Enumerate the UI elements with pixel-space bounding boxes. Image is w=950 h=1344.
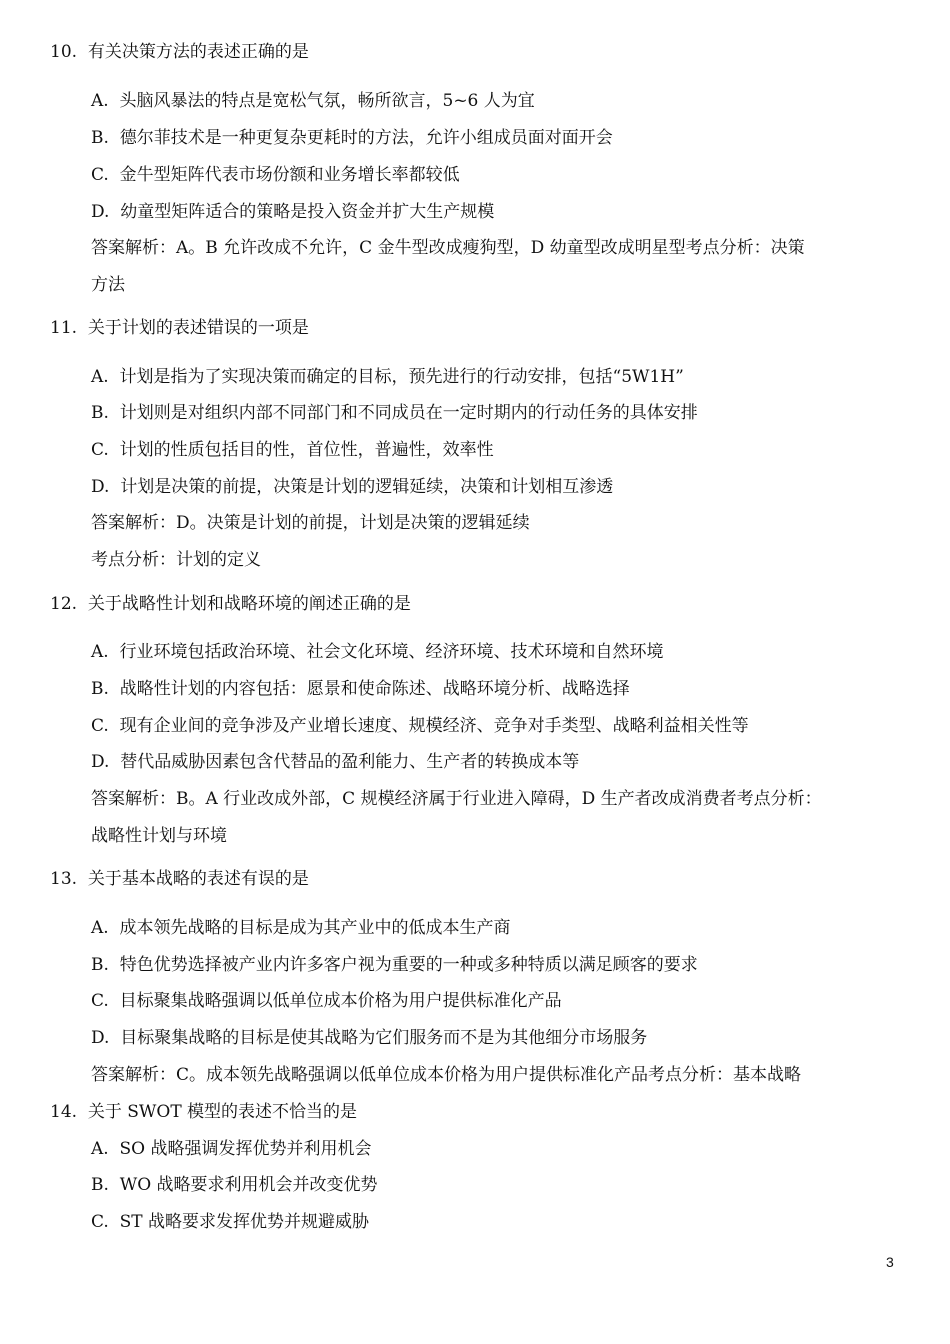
question-13-stem: 13. 关于基本战略的表述有误的是 <box>50 869 309 889</box>
question-12-option-b: B. 战略性计划的内容包括：愿景和使命陈述、战略环境分析、战略选择 <box>91 679 630 699</box>
question-14-option-b: B. WO 战略要求利用机会并改变优势 <box>91 1175 378 1195</box>
question-10-option-d: D. 幼童型矩阵适合的策略是投入资金并扩大生产规模 <box>91 202 495 222</box>
question-10-option-c: C. 金牛型矩阵代表市场份额和业务增长率都较低 <box>91 165 460 185</box>
question-11-option-d: D. 计划是决策的前提，决策是计划的逻辑延续，决策和计划相互渗透 <box>91 477 614 497</box>
question-13-analysis-line-1: 答案解析：C。成本领先战略强调以低单位成本价格为用户提供标准化产品考点分析：基本战略 <box>91 1065 802 1085</box>
question-11-option-a: A. 计划是指为了实现决策而确定的目标，预先进行的行动安排，包括“5W1H” <box>91 367 684 387</box>
question-14-option-a: A. SO 战略强调发挥优势并利用机会 <box>91 1139 372 1159</box>
question-14-stem: 14. 关于 SWOT 模型的表述不恰当的是 <box>50 1102 358 1122</box>
question-13-option-b: B. 特色优势选择被产业内许多客户视为重要的一种或多种特质以满足顾客的要求 <box>91 955 698 975</box>
question-12-analysis-line-1: 答案解析：B。A 行业改成外部，C 规模经济属于行业进入障碍，D 生产者改成消费者考点分析： <box>91 789 822 809</box>
question-10-stem: 10. 有关决策方法的表述正确的是 <box>50 42 309 62</box>
question-11-option-b: B. 计划则是对组织内部不同部门和不同成员在一定时期内的行动任务的具体安排 <box>91 403 698 423</box>
page-number: 3 <box>886 1254 894 1270</box>
question-12-stem: 12. 关于战略性计划和战略环境的阐述正确的是 <box>50 594 411 614</box>
question-11-stem: 11. 关于计划的表述错误的一项是 <box>50 318 309 338</box>
question-13-option-a: A. 成本领先战略的目标是成为其产业中的低成本生产商 <box>91 918 511 938</box>
question-11-analysis-line-2: 考点分析：计划的定义 <box>91 550 261 570</box>
question-11-analysis-line-1: 答案解析：D。决策是计划的前提，计划是决策的逻辑延续 <box>91 513 530 533</box>
question-10-analysis-line-2: 方法 <box>91 275 125 295</box>
question-13-option-c: C. 目标聚集战略强调以低单位成本价格为用户提供标准化产品 <box>91 991 562 1011</box>
question-10-option-a: A. 头脑风暴法的特点是宽松气氛，畅所欲言，5~6 人为宜 <box>91 91 535 111</box>
question-10-analysis-line-1: 答案解析：A。B 允许改成不允许，C 金牛型改成瘦狗型，D 幼童型改成明星型考点分析：决策 <box>91 238 805 258</box>
question-12-option-c: C. 现有企业间的竞争涉及产业增长速度、规模经济、竞争对手类型、战略利益相关性等 <box>91 716 749 736</box>
question-12-option-d: D. 替代品威胁因素包含代替品的盈利能力、生产者的转换成本等 <box>91 752 580 772</box>
question-14-option-c: C. ST 战略要求发挥优势并规避威胁 <box>91 1212 370 1232</box>
question-12-option-a: A. 行业环境包括政治环境、社会文化环境、经济环境、技术环境和自然环境 <box>91 642 664 662</box>
question-13-option-d: D. 目标聚集战略的目标是使其战略为它们服务而不是为其他细分市场服务 <box>91 1028 648 1048</box>
question-10-option-b: B. 德尔菲技术是一种更复杂更耗时的方法，允许小组成员面对面开会 <box>91 128 613 148</box>
question-11-option-c: C. 计划的性质包括目的性，首位性，普遍性，效率性 <box>91 440 494 460</box>
question-12-analysis-line-2: 战略性计划与环境 <box>91 826 227 846</box>
